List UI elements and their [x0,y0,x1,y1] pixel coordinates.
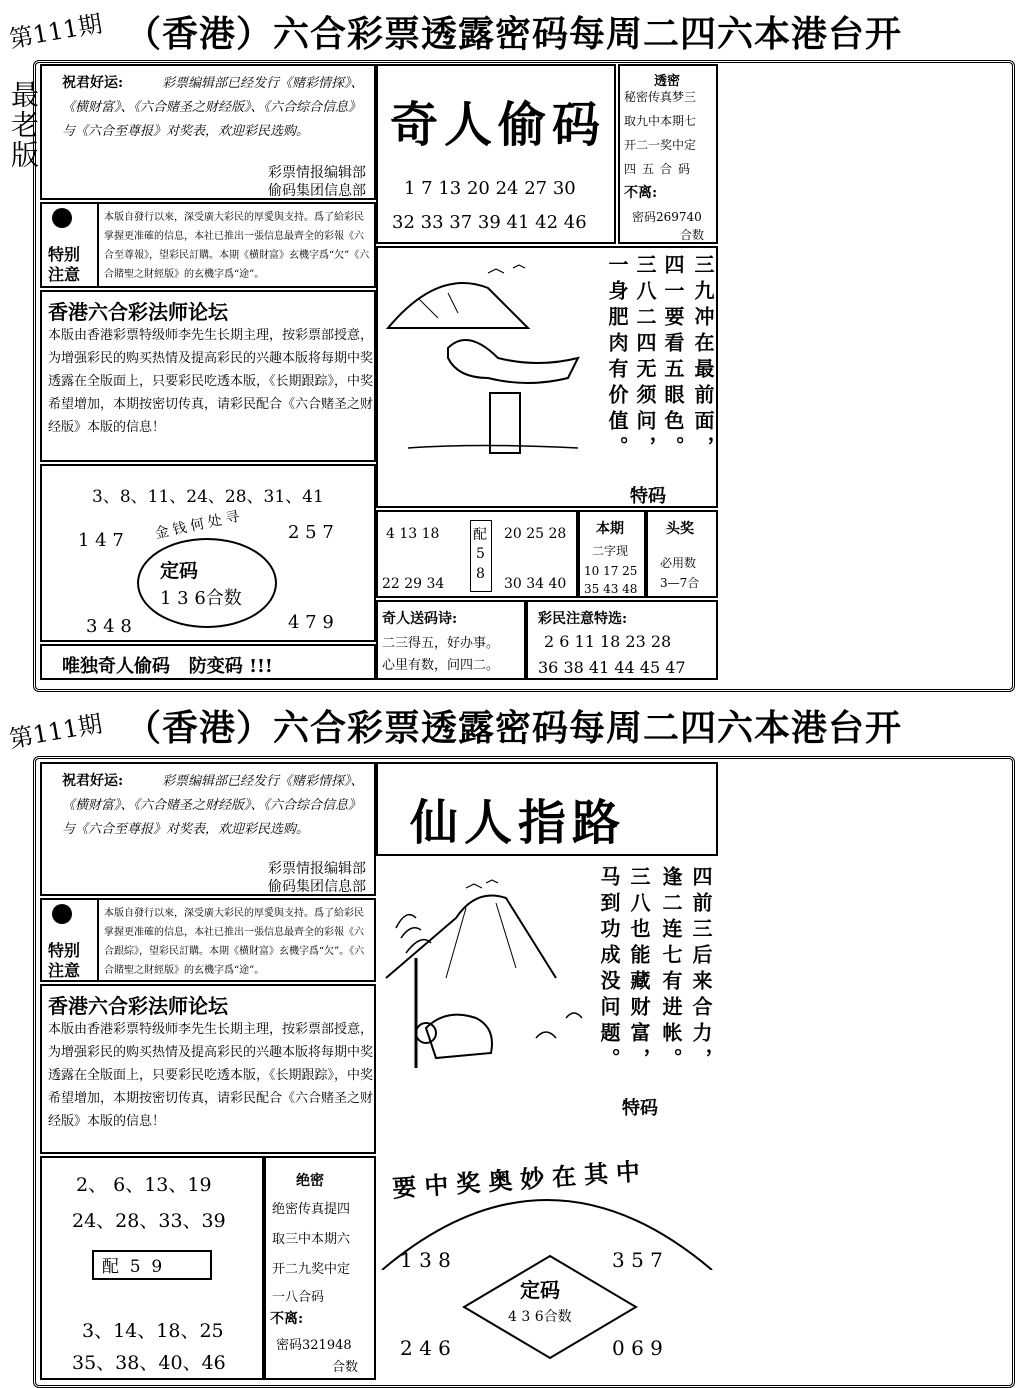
ding2-center-label: 定码 [520,1278,560,1302]
secret-box-2 [264,1156,376,1380]
secret-line1-2: 绝密传真提四 [272,1202,351,1217]
te-ma-label: 特码 [630,486,666,507]
ding-top-row: 3、8、11、24、28、31、41 [92,487,324,507]
secret-line2: 取九中本期七 [624,114,697,128]
ding-right-bottom: 4 7 9 [288,612,334,633]
page-headline: （香港）六合彩票透露密码每周二四六本港台开 [125,13,903,55]
forum-box [40,290,376,462]
bottom-banner: 唯独奇人偷码 防变码 !!! [62,656,273,677]
bomb-icon [52,904,72,924]
secret-buli: 不离: [624,185,658,201]
poem-col-1-2: 四前三后来合力， [689,866,713,1074]
greeting-box-2 [40,762,376,896]
secret-title: 透密 [654,74,681,89]
secret-line2-2: 取三中本期六 [272,1232,351,1247]
pei-box [376,510,578,598]
ding-left-bottom: 3 4 8 [86,616,132,637]
pei-right1: 20 25 28 [504,526,567,542]
greeting-text: 彩票编辑部已经发行《赌彩情探》、《横财富》、《六合赌圣之财经版》、《六合综合信息》与《六合至尊报》对奖表，欢迎彩民选购。 [62,76,364,139]
notice-box-2 [40,898,376,982]
notice-label2-2: 注意 [48,961,81,980]
notice-label1: 特别 [48,245,81,264]
title-nums-2: 32 33 37 39 41 42 46 [392,212,587,233]
select-r2: 36 38 41 44 45 47 [538,658,686,677]
secret-line1: 秘密传真梦三 [624,90,697,104]
secret-code: 密码269740 [632,210,702,224]
select-title: 彩民注意特选: [538,611,628,627]
secret-he: 合数 [680,228,705,242]
select-box [526,600,718,680]
title-box [376,64,616,244]
greeting-sign1: 彩票情报编辑部 [268,165,366,181]
poem-area-2 [376,858,718,1128]
issue-number-2: 第111期 [7,709,105,754]
tou-jiang-title: 头奖 [666,521,694,537]
ding-center-nums: 1 3 6合数 [160,588,242,609]
ben-qi-title: 本期 [596,521,624,537]
arc-text: 要中奖奥妙在其中 [391,1156,649,1203]
pei-left2: 22 29 34 [382,576,445,592]
banner-box [40,644,376,680]
notice-label2: 注意 [48,265,81,284]
ding2-right-bottom: 0 6 9 [612,1336,663,1360]
pei-mid2: 5 [476,546,485,562]
title-nums-1: 1 7 13 20 24 27 30 [404,178,576,199]
forum-text-2: 本版由香港彩票特级师李先生长期主理，按彩票部授意，为增强彩民的购买热情及提高彩民的兴趣本版将每期中奖透露在全版面上，只要彩民吃透本版，《长期跟踪》，中奖希望增加，本期按密切传真，请彩民配合《六合赌圣之财经版》本版的信息！ [48,1022,374,1129]
notice-text: 本版自發行以來，深受廣大彩民的厚愛與支持。爲了給彩民掌握更准確的信息，本社已推出一張信息最齊全的彩報《六合至尊報》，望彩民訂購。本期《横財富》玄機字爲“欠”《六合賭聖之財經版》的玄機字爲“途”。 [104,212,370,280]
greeting-title: 祝君好运: [62,75,124,91]
poem-col-1: 三九冲在最前面， [691,254,715,462]
ding-left-top: 1 4 7 [78,530,124,551]
ding2-right-top: 3 5 7 [612,1248,663,1272]
secret-title-2: 绝密 [296,1173,324,1189]
ding2-left-top: 1 3 8 [400,1248,451,1272]
poem-col-3: 三八二四无须问， [633,254,657,462]
greeting-text-2: 彩票编辑部已经发行《赌彩情探》、《横财富》、《六合赌圣之财经版》、《六合综合信息》与《六合至尊报》对奖表，欢迎彩民选购。 [62,774,364,837]
nums-r2: 24、28、33、39 [72,1210,226,1232]
pei-mid1: 配 [473,527,487,543]
forum-title-2: 香港六合彩法师论坛 [48,994,228,1018]
greeting-sign2: 偷码集团信息部 [268,183,366,199]
song-ma-box [376,600,526,680]
greeting-box [40,64,376,200]
bomb-icon [52,208,72,228]
nums-r4: 35、38、40、46 [72,1352,226,1374]
tou-jiang-box [646,510,718,598]
side-label: 最老版 [7,80,40,170]
greeting-sign1-2: 彩票情报编辑部 [268,861,366,877]
ding-right-top: 2 5 7 [288,522,334,543]
ding2-left-bottom: 2 4 6 [400,1336,451,1360]
dog-illustration [378,258,608,458]
secret-line3-2: 开二九奖中定 [272,1262,351,1277]
title-text: 奇人偷码 [390,97,607,153]
forum-text: 本版由香港彩票特级师李先生长期主理，按彩票部授意，为增强彩民的购买热情及提高彩民的兴趣本版将每期中奖透露在全版面上，只要彩民吃透本版，《长期跟踪》，中奖希望增加，本期按密切传真，请彩民配合《六合赌圣之财经版》本版的信息！ [48,328,374,435]
secret-code-2: 密码321948 [276,1338,352,1353]
poem-box [376,246,718,508]
poem-col-2-2: 逢二连七有进帐。 [659,866,683,1074]
tou-jiang-val: 3—7合 [660,576,700,590]
ding-ellipse [137,538,277,628]
greeting-title-2: 祝君好运: [62,773,124,789]
nums-box [40,1156,264,1380]
notice-box [40,202,376,288]
poem-col-3-2: 三八也能藏财富， [627,866,651,1074]
issue-number: 第111期 [7,9,105,54]
notice-text-2: 本版自發行以來，深受廣大彩民的厚愛與支持。爲了給彩民掌握更准確的信息，本社已推出一張信息最齊全的彩報《六合跟綜》，望彩民訂購。本期《横財富》玄機字爲“欠”。《六合賭聖之財經版》的玄機字爲“途”。 [104,908,365,976]
ding2-center-nums: 4 3 6合数 [508,1309,572,1325]
nums-r1: 2、 6、13、19 [76,1174,212,1196]
notice-label1-2: 特别 [48,941,81,960]
forum-title: 香港六合彩法师论坛 [48,300,228,324]
poem-col-4-2: 马到功成没问题。 [597,866,621,1074]
select-r1: 2 6 11 18 23 28 [544,632,672,651]
ben-qi-n2: 35 43 48 [584,582,638,596]
nums-pei: 配 5 9 [102,1257,163,1277]
tou-jiang-sub: 必用数 [660,556,697,570]
pei-left1: 4 13 18 [386,526,440,542]
ding-center-label: 定码 [160,560,199,582]
secret-buli-2: 不离: [270,1311,304,1327]
title-text-2: 仙人指路 [410,795,627,851]
song-ma-l2: 心里有数，问四二。 [382,658,500,673]
title-box-2 [376,762,718,856]
poem-col-4: 一身肥肉有价值。 [605,254,629,462]
song-ma-title: 奇人送码诗: [382,611,458,627]
ben-qi-box [578,510,646,598]
song-ma-l1: 二三得五，好办事。 [382,636,500,651]
ding-box [40,464,376,642]
secret-box [618,64,718,244]
secret-line3: 开二一奖中定 [624,138,697,152]
page-headline-2: （香港）六合彩票透露密码每周二四六本港台开 [125,707,903,749]
monkey-illustration [376,868,606,1098]
poem-col-2: 四一要看五眼色。 [661,254,685,462]
pei-right2: 30 34 40 [504,576,567,592]
greeting-sign2-2: 偷码集团信息部 [268,879,366,895]
secret-line4-2: 一八合码 [272,1290,325,1305]
nums-r3: 3、14、18、25 [82,1320,224,1342]
secret-line4: 四五合码 [624,162,697,176]
secret-he-2: 合数 [332,1360,359,1375]
te-ma-label-2: 特码 [622,1098,658,1119]
ben-qi-sub: 二字现 [592,544,629,558]
forum-box-2 [40,984,376,1154]
ben-qi-n1: 10 17 25 [584,564,638,578]
ding-arc-text: 金钱何处寻 [153,507,245,543]
pei-mid3: 8 [476,566,485,582]
